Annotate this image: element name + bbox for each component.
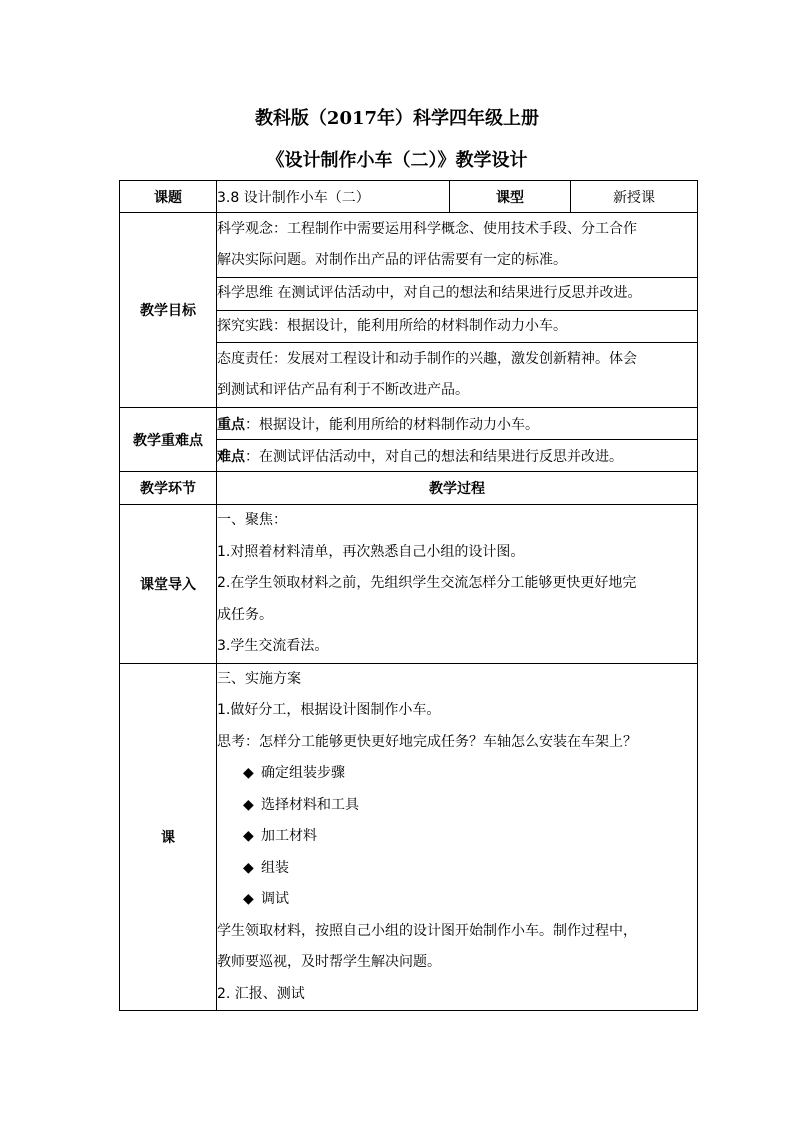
lesson-title-row (120, 181, 698, 213)
intro-content (217, 505, 698, 664)
body-line: 教师要巡视，及时帮学生解决问题。 (217, 954, 441, 970)
difficult-point (217, 440, 698, 472)
bullet-text: 选择材料和工具 (261, 796, 359, 813)
objective-line: 到测试和评估产品有利于不断改进产品。 (217, 382, 469, 398)
bullet-text: 调试 (261, 891, 289, 907)
intro-row (120, 505, 698, 664)
important-point-row (120, 408, 698, 440)
objective-line: 解决实际问题。对制作出产品的评估需要有一定的标准。 (217, 252, 567, 268)
body-line: 三、实施方案 (217, 670, 301, 687)
lesson-plan-table (119, 180, 698, 1011)
lesson-type-value: 新授课 (571, 181, 698, 213)
difficult-point-key: 难点 (217, 448, 245, 465)
process-header: 教学过程 (217, 472, 698, 505)
diamond-bullet-icon: ◆ (243, 765, 254, 781)
objective-line: 探究实践：根据设计，能利用所给的材料制作动力小车。 (217, 317, 567, 334)
bullet-item (217, 790, 697, 822)
objective-line: 科学观念：工程制作中需要运用科学概念、使用技术手段、分工合作 (217, 220, 637, 237)
bullet-text: 确定组装步骤 (261, 765, 345, 781)
body-line: 1.做好分工，根据设计图制作小车。 (217, 702, 441, 718)
lesson-body-label: 课 (120, 663, 217, 1011)
diamond-bullet-icon: ◆ (243, 891, 254, 907)
bullet-item (217, 884, 697, 916)
important-point-text: ：根据设计，能利用所给的材料制作动力小车。 (245, 416, 539, 433)
document-title: 教科版（2017年）科学四年级上册 (254, 108, 540, 129)
objective-item (217, 213, 698, 278)
intro-line: 1.对照着材料清单，再次熟悉自己小组的设计图。 (217, 543, 525, 560)
intro-label: 课堂导入 (120, 505, 217, 664)
diamond-bullet-icon: ◆ (243, 796, 254, 813)
diamond-bullet-icon: ◆ (243, 859, 254, 876)
body-line: 2. 汇报、测试 (217, 985, 305, 1002)
lesson-type-label: 课型 (450, 181, 571, 213)
important-point (217, 408, 698, 440)
objective-item (217, 310, 698, 343)
objectives-label: 教学目标 (120, 213, 217, 408)
intro-line: 3.学生交流看法。 (217, 638, 329, 654)
objective-line: 态度责任：发展对工程设计和动手制作的兴趣，激发创新精神。体会 (217, 350, 637, 367)
intro-line: 2.在学生领取材料之前，先组织学生交流怎样分工能够更快更好地完 (217, 575, 637, 591)
important-point-key: 重点 (217, 416, 245, 433)
bullet-text: 组装 (261, 859, 289, 876)
intro-line: 成任务。 (217, 606, 273, 623)
objective-row (120, 213, 698, 278)
lesson-body-row (120, 663, 698, 1011)
intro-line: 一、聚焦： (217, 512, 287, 528)
document-subtitle: 《设计制作小车（二）》教学设计 (266, 150, 528, 171)
lesson-body-content (217, 663, 698, 1011)
lesson-title-label: 课题 (120, 181, 217, 213)
bullet-item (217, 821, 697, 853)
body-line: 学生领取材料，按照自己小组的设计图开始制作小车。制作过程中， (217, 922, 637, 939)
key-points-label: 教学重难点 (120, 408, 217, 472)
bullet-item (217, 758, 697, 790)
objective-item (217, 343, 698, 408)
difficult-point-text: ：在测试评估活动中，对自己的想法和结果进行反思并改进。 (245, 448, 623, 465)
stage-header: 教学环节 (120, 472, 217, 505)
bullet-text: 加工材料 (261, 828, 317, 844)
lesson-title-value: 3.8 设计制作小车（二） (217, 181, 450, 213)
bullet-item (217, 853, 697, 885)
body-line: 思考：怎样分工能够更快更好地完成任务？车轴怎么安装在车架上？ (217, 733, 637, 750)
objective-item (217, 278, 698, 311)
process-header-row (120, 472, 698, 505)
objective-line: 科学思维 在测试评估活动中，对自己的想法和结果进行反思并改进。 (217, 285, 642, 301)
diamond-bullet-icon: ◆ (243, 828, 254, 844)
